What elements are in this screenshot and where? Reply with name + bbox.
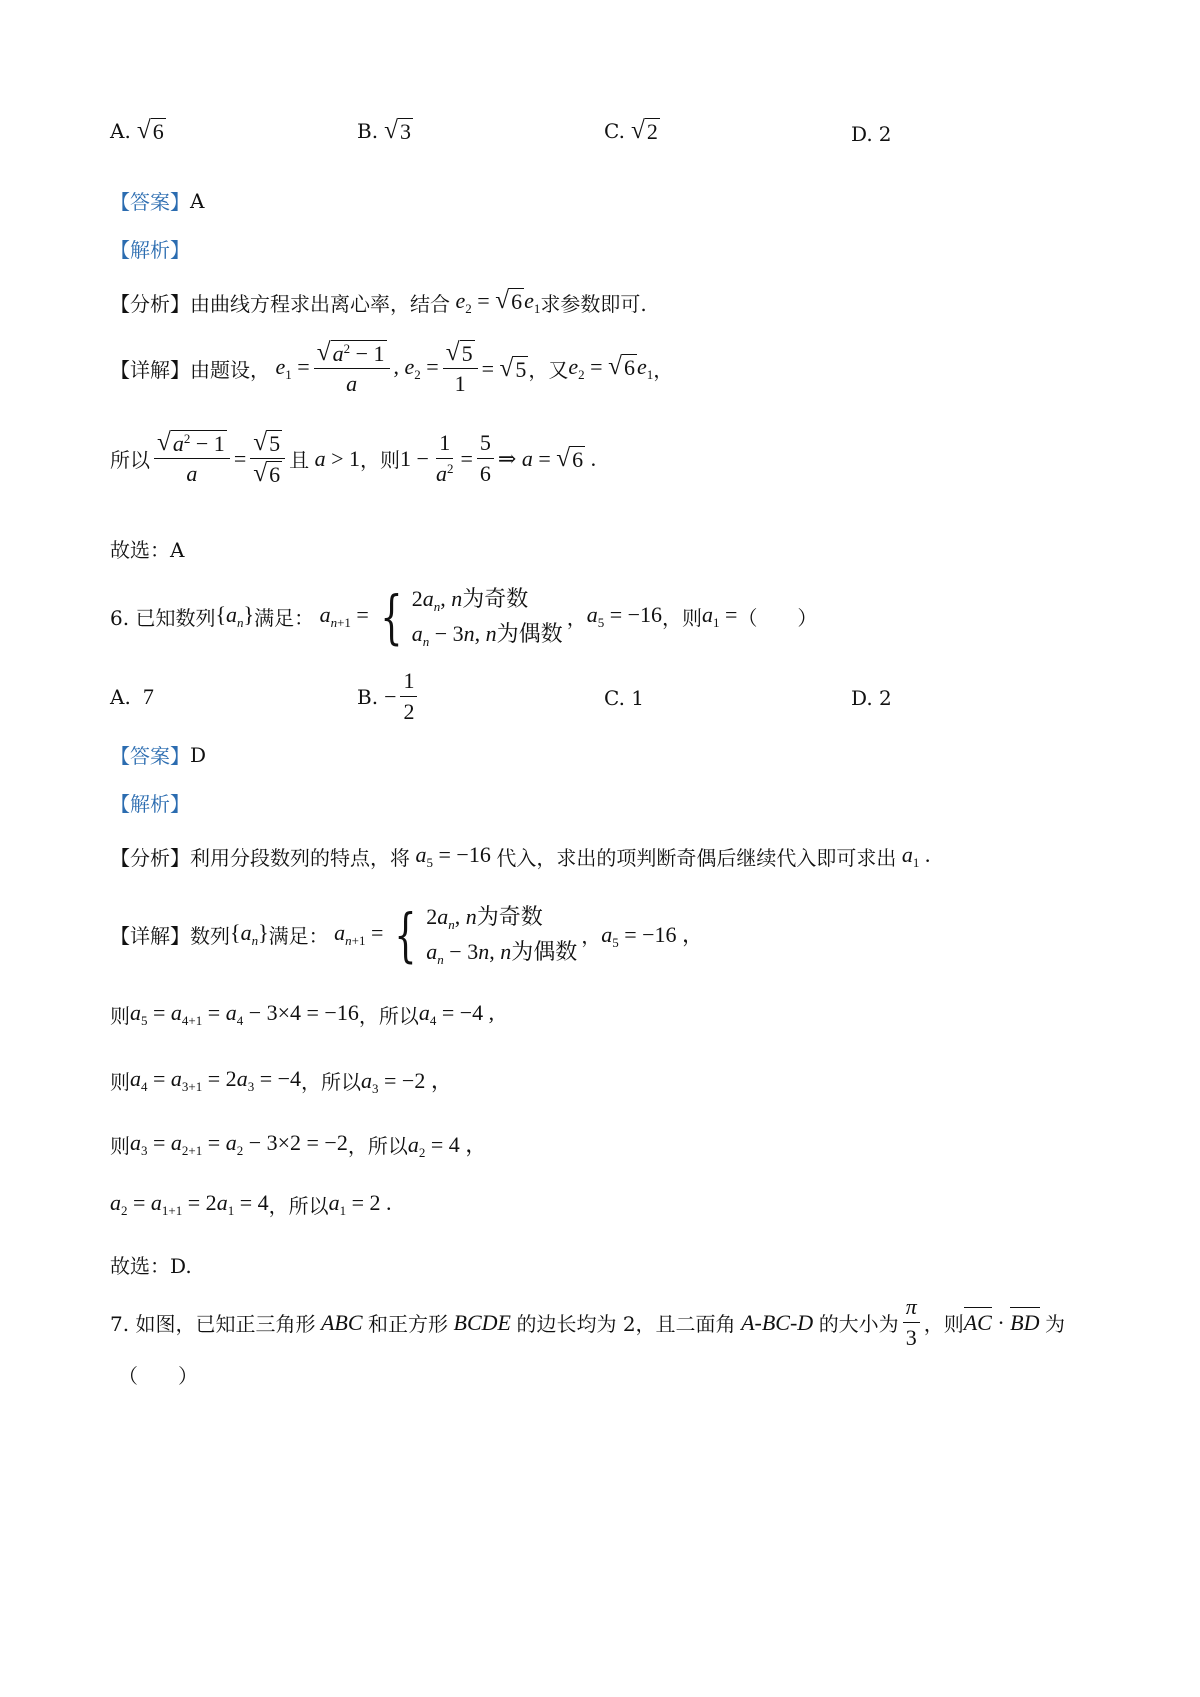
q6-step-2: 则 $a_4 = a_{3+1} = 2a_3 = -4$ ，所以 $a_3 = -2$ ， (110, 1066, 453, 1096)
q6-option-b: B. − $\frac{1}{2}$ (357, 668, 421, 726)
q6-choose: 故选：D. (110, 1254, 192, 1278)
fraction: $\frac{\pi}{3}$ (903, 1294, 920, 1352)
q6-option-c: C. 1 (604, 686, 645, 710)
fraction: √ $a^2 - 1$ a (154, 430, 230, 488)
analysis-tag: 【解析】 (110, 792, 190, 816)
q6-step-4: $a_2 = a_{1+1} = 2a_1 = 4$ ，所以 $a_1 = 2$ . (110, 1190, 392, 1218)
q5-option-a: A. √ 6 (110, 116, 164, 144)
fraction: $\frac{1}{2}$ (400, 668, 417, 726)
fraction: √ 5 1 (443, 340, 478, 398)
q6-answer: 【答案】 D (110, 740, 206, 769)
q5-choose: 故选：A (110, 538, 185, 562)
piecewise-definition: { $2a_n$, n为奇数 $a_n - 3n$, n为偶数 (380, 582, 563, 651)
q6-fenxi: 【分析】 利用分段数列的特点，将 $a_5 = -16$ 代入，求出的项判断奇偶后继续代入即可求出 $a_1$ . (110, 842, 931, 870)
q6-step-3: 则 $a_3 = a_{2+1} = a_2 - 3\times 2 = -2$ ，所以 $a_2 = 4$ ， (110, 1130, 488, 1160)
q5-option-c: C. √ 2 (604, 116, 658, 144)
q6-option-d: D. 2 (851, 686, 892, 710)
answer-tag: 【答案】 (110, 190, 190, 214)
fraction: √ $a^2 - 1$ a (314, 340, 390, 398)
q6-analysis-heading (110, 788, 190, 817)
answer-tag: 【答案】 (110, 744, 190, 768)
q5-option-b: B. √ 3 (357, 116, 411, 144)
q5-analysis-heading (110, 234, 190, 263)
q6-stem: 6. 已知数列 $\{a_n\}$ 满足： $a_{n+1}$ = { $2a_n$, n为奇数 $a_n - 3n$, n为偶数 ， $a_5 = -16$ ，则 $a_1$ = （ ） (110, 582, 818, 651)
q7-stem: 7. 如图，已知正三角形 ABC 和正方形 BCDE 的边长均为 2，且二面角 A-BC-D 的大小为 $\frac{\pi}{3}$ ，则 AC · BD 为 (110, 1294, 1065, 1351)
fraction: √ 5 √ 6 (250, 430, 285, 488)
q6-step-1: 则 $a_5 = a_{4+1} = a_4 - 3\times 4 = -16$ ，所以 $a_4 = -4$ , (110, 1000, 495, 1028)
analysis-tag: 【解析】 (110, 238, 190, 262)
q6-option-a: A. 7 (110, 684, 154, 709)
q5-xiangjie-line1: 【详解】 由题设， $e_1$ = √ $a^2 - 1$ a , $e_2$ = √ 5 1 = √ 5 ，又 $e_2$ = √ 6 $e_1$ ， (110, 338, 674, 397)
q6-xiangjie: 【详解】 数列 $\{a_n\}$ 满足： $a_{n+1}$ = { $2a_n$, n为奇数 $a_n - 3n$, n为偶数 ， $a_5 = -16$ ， (110, 900, 705, 969)
fraction: $\frac{5}{6}$ (477, 430, 494, 488)
piecewise-definition: { $2a_n$, n为奇数 $a_n - 3n$, n为偶数 (394, 900, 578, 969)
q5-fenxi: 【分析】 由曲线方程求出离心率，结合 $e_2$ = √ 6 $e_1$ 求参数即可. (110, 286, 647, 316)
fraction: $\frac{1}{a^2}$ (435, 430, 454, 487)
q5-answer: 【答案】 A (110, 186, 204, 215)
q5-option-d: D. 2 (851, 122, 892, 146)
q7-paren: （ ） (118, 1364, 198, 1388)
q5-xiangjie-line2: 所以 √ $a^2 - 1$ a = √ 5 √ 6 且 a > 1 ，则 1 − $\frac{1}{a^2}$ = $\frac{5}{6}$ ⇒ a = √ 6 . (110, 428, 597, 488)
